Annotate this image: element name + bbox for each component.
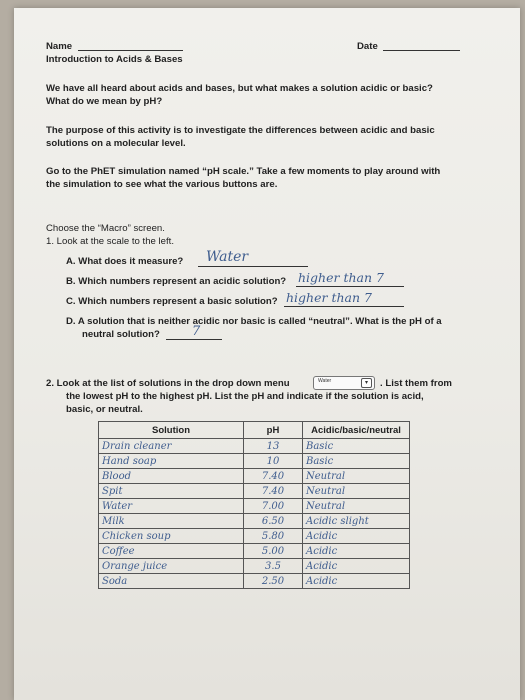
header-ph: pH: [244, 422, 303, 439]
worksheet-title: Introduction to Acids & Bases: [46, 54, 183, 65]
question-2-line-1b: . List them from: [380, 378, 452, 389]
question-2-line-1a: 2. Look at the list of solutions in the drop down menu: [46, 378, 290, 389]
solution-cell: Soda: [99, 574, 244, 589]
header-solution: Solution: [99, 422, 244, 439]
intro-line-2: What do we mean by pH?: [46, 96, 163, 107]
solution-cell: Hand soap: [99, 454, 244, 469]
table-row: [99, 484, 410, 499]
question-2-line-2: the lowest pH to the highest pH. List the pH and indicate if the solution is acid,: [66, 391, 424, 402]
ph-cell: 5.00: [244, 544, 303, 559]
classification-cell: Acidic: [303, 529, 410, 544]
table-row: [99, 544, 410, 559]
answer-1c-line: [284, 306, 404, 307]
table-row: [99, 529, 410, 544]
answer-1c: higher than 7: [286, 290, 372, 305]
answer-1b-line: [296, 286, 404, 287]
solution-cell: Drain cleaner: [99, 439, 244, 454]
table-row: [99, 439, 410, 454]
purpose-line-1: The purpose of this activity is to investigate the differences between acidic and basic: [46, 125, 435, 136]
solution-dropdown[interactable]: [313, 376, 375, 390]
simulation-line-1: Go to the PhET simulation named “pH scale.” Take a few moments to play around with: [46, 166, 441, 177]
question-1b: B. Which numbers represent an acidic solution?: [66, 276, 287, 287]
ph-cell: 2.50: [244, 574, 303, 589]
table-header-row: [99, 422, 410, 439]
simulation-line-2: the simulation to see what the various buttons are.: [46, 179, 278, 190]
table-row: [99, 469, 410, 484]
intro-line-1: We have all heard about acids and bases, but what makes a solution acidic or basic?: [46, 83, 433, 94]
macro-instruction: Choose the “Macro” screen.: [46, 223, 165, 234]
classification-cell: Neutral: [303, 484, 410, 499]
table-row: [99, 514, 410, 529]
classification-cell: Acidic: [303, 559, 410, 574]
name-label: Name: [46, 41, 73, 52]
question-1: 1. Look at the scale to the left.: [46, 236, 174, 247]
answer-1a-line: [198, 266, 308, 267]
question-1d-line-2: neutral solution?: [82, 329, 160, 340]
ph-cell: 7.40: [244, 484, 303, 499]
question-2-line-3: basic, or neutral.: [66, 404, 143, 415]
dropdown-value: Water: [318, 378, 332, 384]
ph-cell: 3.5: [244, 559, 303, 574]
classification-cell: Acidic slight: [303, 514, 410, 529]
solution-cell: Spit: [99, 484, 244, 499]
solution-cell: Milk: [99, 514, 244, 529]
question-1c: C. Which numbers represent a basic solution?: [66, 296, 278, 307]
answer-1b: higher than 7: [298, 270, 384, 285]
solution-cell: Water: [99, 499, 244, 514]
purpose-line-2: solutions on a molecular level.: [46, 138, 186, 149]
worksheet-page: [14, 8, 520, 700]
answer-1a: Water: [206, 249, 249, 265]
question-1d-line-1: D. A solution that is neither acidic nor basic is called “neutral”. What is the pH of a: [66, 316, 442, 327]
ph-cell: 7.40: [244, 469, 303, 484]
solutions-table: [98, 421, 410, 589]
table-row: [99, 574, 410, 589]
table-row: [99, 559, 410, 574]
classification-cell: Basic: [303, 454, 410, 469]
classification-cell: Basic: [303, 439, 410, 454]
ph-cell: 13: [244, 439, 303, 454]
solution-cell: Orange juice: [99, 559, 244, 574]
question-1a: A. What does it measure?: [66, 256, 184, 267]
solution-cell: Chicken soup: [99, 529, 244, 544]
chevron-down-icon: ▾: [361, 378, 372, 388]
answer-1d-line: [166, 339, 222, 340]
ph-cell: 10: [244, 454, 303, 469]
date-label: Date: [357, 41, 378, 52]
ph-cell: 5.80: [244, 529, 303, 544]
solution-cell: Blood: [99, 469, 244, 484]
ph-cell: 7.00: [244, 499, 303, 514]
table-row: [99, 454, 410, 469]
classification-cell: Neutral: [303, 499, 410, 514]
answer-1d: 7: [192, 324, 201, 339]
name-blank: [78, 50, 183, 51]
solution-cell: Coffee: [99, 544, 244, 559]
table-row: [99, 499, 410, 514]
date-blank: [383, 50, 460, 51]
classification-cell: Acidic: [303, 544, 410, 559]
ph-cell: 6.50: [244, 514, 303, 529]
classification-cell: Acidic: [303, 574, 410, 589]
classification-cell: Neutral: [303, 469, 410, 484]
header-classification: Acidic/basic/neutral: [303, 422, 410, 439]
